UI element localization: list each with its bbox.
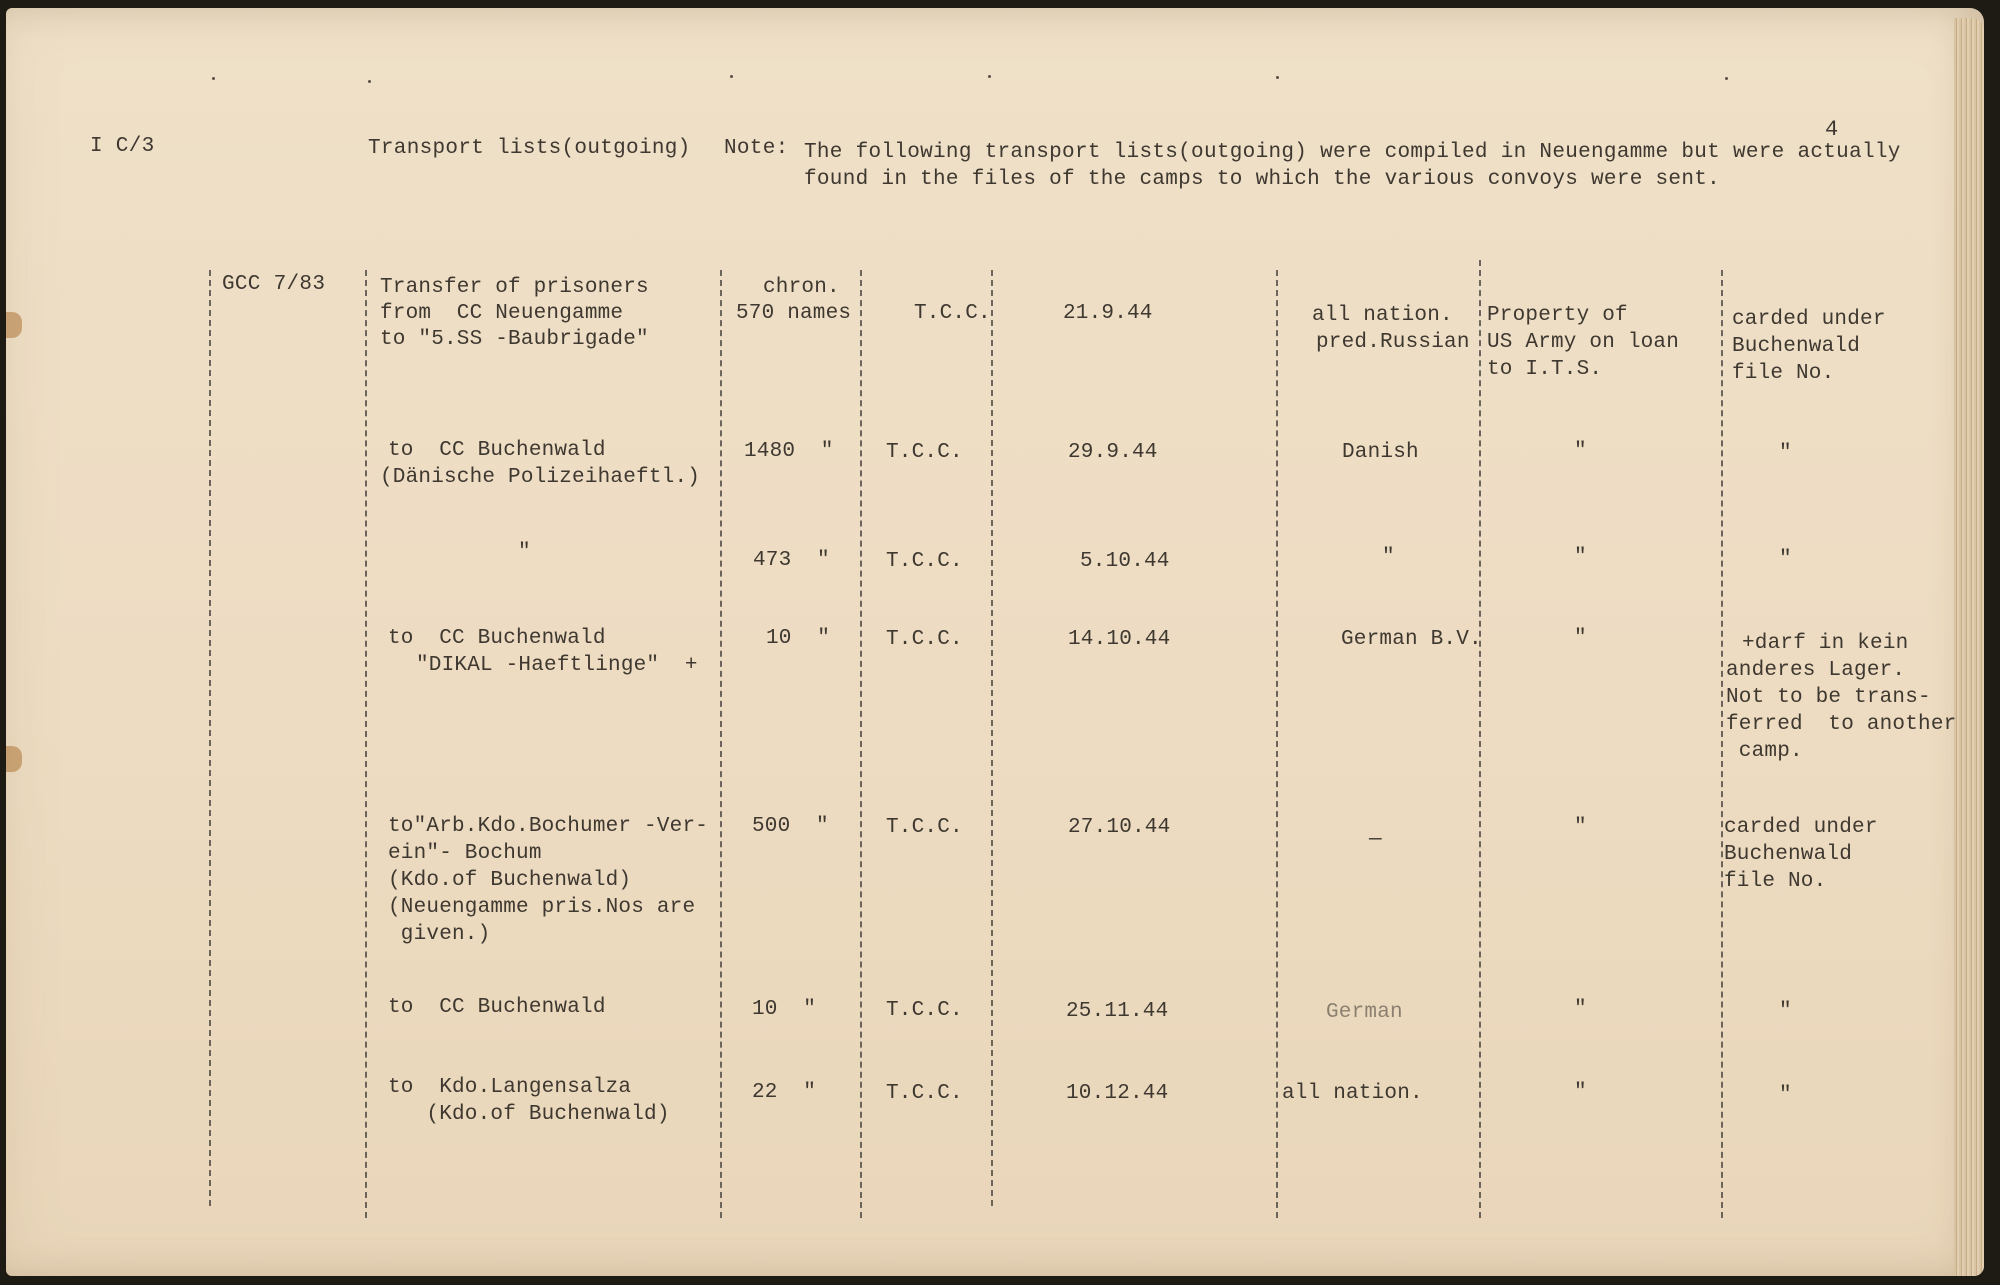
date-cell: 5.10.44 [1080,550,1170,573]
stray-mark [988,75,991,78]
count-line: 570 names [736,302,852,325]
ownership-line: " [1574,816,1587,839]
description-line: to"Arb.Kdo.Bochumer -Ver- [388,815,709,838]
page-heading: Transport lists(outgoing) [368,137,691,160]
ownership-line: " [1574,998,1587,1021]
nationality-line: " [1382,546,1395,569]
remarks-line: carded under [1724,816,1878,839]
column-rule [1276,270,1278,1218]
remarks-line: Buchenwald [1724,843,1853,866]
description-line: (Neuengamme pris.Nos are [388,896,696,919]
count-line: 10 " [766,627,831,650]
nationality-line: all nation. [1312,304,1453,327]
ownership-line: to I.T.S. [1487,358,1603,381]
nationality-line: all nation. [1282,1082,1423,1105]
description-line: to "5.SS -Baubrigade" [380,328,649,351]
stray-mark [212,77,215,80]
ownership-line: " [1574,1081,1587,1104]
note-label: Note: [724,137,789,160]
remarks-line: " [1779,1000,1792,1023]
note-line-1: The following transport lists(outgoing) were compiled in Neuengamme but were actually [804,141,1901,164]
remarks-line: Not to be trans- [1726,686,1931,709]
binding-hole [6,312,22,338]
description-line: from CC Neuengamme [380,302,624,325]
file-reference: GCC 7/83 [222,273,326,296]
nationality-line: Danish [1342,441,1419,464]
section-code: I C/3 [90,135,155,158]
remarks-line: " [1779,548,1792,571]
source-cell: T.C.C. [886,999,963,1022]
count-line: chron. [763,276,840,299]
date-cell: 27.10.44 [1068,816,1171,839]
description-line: ein"- Bochum [388,842,542,865]
nationality-line: German B.V. [1341,628,1482,651]
description-line: (Kdo.of Buchenwald) [388,1103,670,1126]
column-rule [1479,260,1481,1218]
remarks-line: anderes Lager. [1726,659,1906,682]
remarks-line: file No. [1724,870,1827,893]
ledger-page [6,8,1984,1276]
date-cell: 25.11.44 [1066,1000,1169,1023]
stray-mark [730,75,733,78]
remarks-line: file No. [1732,362,1835,385]
nationality-line: pred.Russian [1316,331,1470,354]
description-line: to CC Buchenwald [388,627,606,650]
nationality-line: — [1369,828,1382,851]
description-line: (Dänische Polizeihaeftl.) [380,466,701,489]
description-line: given.) [388,923,491,946]
source-cell: T.C.C. [886,550,963,573]
ownership-line: " [1574,440,1587,463]
page-edge [1954,18,1984,1276]
remarks-line: " [1779,1084,1792,1107]
stray-mark [1276,76,1279,79]
column-rule [991,270,993,1206]
date-cell: 10.12.44 [1066,1082,1169,1105]
source-cell: T.C.C. [886,441,963,464]
source-cell: T.C.C. [886,628,963,651]
source-cell: T.C.C. [886,816,963,839]
count-line: 22 " [752,1081,817,1104]
count-line: 10 " [752,998,817,1021]
count-line: 473 " [753,549,830,572]
stray-mark [368,80,371,83]
date-cell: 29.9.44 [1068,441,1158,464]
remarks-line: " [1779,442,1792,465]
date-cell: 21.9.44 [1063,302,1153,325]
page-number: 4 [1825,117,1839,142]
ownership-line: Property of [1487,304,1628,327]
description-line: (Kdo.of Buchenwald) [388,869,632,892]
description-line: to Kdo.Langensalza [388,1076,632,1099]
remarks-line: carded under [1732,308,1886,331]
remarks-line: ferred to another [1726,713,1957,736]
ownership-line: " [1574,627,1587,650]
column-rule [860,270,862,1218]
remarks-line: +darf in kein [1742,632,1909,655]
column-rule [365,270,367,1218]
column-rule [1721,270,1723,1218]
remarks-line: Buchenwald [1732,335,1861,358]
remarks-line: camp. [1726,740,1803,763]
date-cell: 14.10.44 [1068,628,1171,651]
source-cell: T.C.C. [886,1082,963,1105]
note-line-2: found in the files of the camps to which the various convoys were sent. [804,168,1721,191]
count-line: 500 " [752,815,829,838]
column-rule [720,270,722,1218]
stray-mark [1725,77,1728,80]
description-line: Transfer of prisoners [380,276,649,299]
description-line: " [518,541,531,564]
nationality-line: German [1326,1001,1403,1024]
source-cell: T.C.C. [914,302,991,325]
column-rule [209,270,211,1206]
description-line: "DIKAL -Haeftlinge" + [416,654,698,677]
description-line: to CC Buchenwald [388,996,606,1019]
count-line: 1480 " [744,440,834,463]
ownership-line: " [1574,546,1587,569]
binding-hole [6,746,22,772]
description-line: to CC Buchenwald [388,439,606,462]
ownership-line: US Army on loan [1487,331,1680,354]
